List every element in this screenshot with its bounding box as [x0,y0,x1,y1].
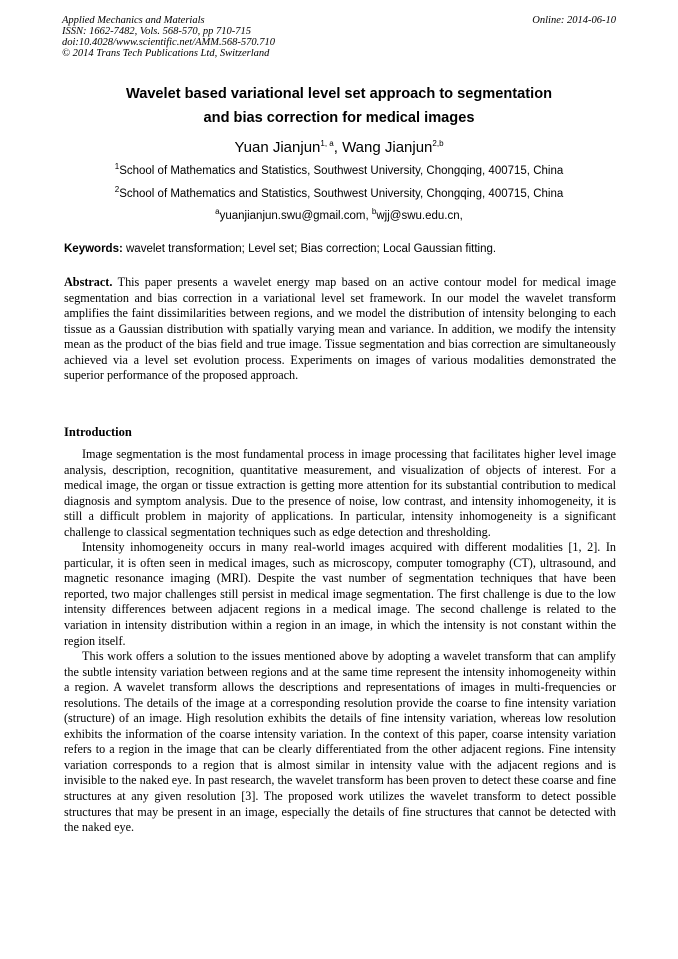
journal-name: Applied Mechanics and Materials [62,15,205,26]
author-list [62,138,616,158]
author-2-affiliation-mark: 2,b [432,139,444,148]
issn-line: ISSN: 1662-7482, Vols. 568-570, pp 710-715 [62,26,251,37]
affiliation-2-text: School of Mathematics and Statistics, Southwest University, Chongqing, 400715, China [119,188,564,200]
author-separator: , [333,139,343,156]
affiliation-2 [62,186,616,202]
online-date: Online: 2014-06-10 [532,15,616,26]
affiliation-1 [62,163,616,179]
abstract [64,275,616,384]
introduction-body [64,447,616,836]
title-line-2: and bias correction for medical images [203,110,475,126]
title-line-1: Wavelet based variational level set approach to segmentation [125,86,553,102]
email-line [62,208,616,224]
doi-line: doi:10.4028/www.scientific.net/AMM.568-570.710 [62,37,275,48]
introduction-paragraph-2: Intensity inhomogeneity occurs in many real-world images acquired with different modalities [1, 2]. In particular, it is often seen in medical images, such as microscopy, computer tomography (CT), ultrasound, and magnetic resonance imaging (MRI). Despite the vast number of segmentation techniques that have been reported, two major challenges still persist in medical image segmentation. The first challenge is due to the low intensity differences between adjacent regions in a medical image. The second challenge is related to the variation in intensity distribution within a region in an image, in which the intensity is not constant within the region itself. [64,540,616,648]
copyright-line: © 2014 Trans Tech Publications Ltd, Switzerland [62,48,270,59]
author-1-affiliation-mark: 1, a [320,139,334,148]
introduction-paragraph-1: Image segmentation is the most fundamental process in image processing that facilitates higher level image analysis, description, recognition, quantitative measurement, and visualization of objects of interest. For a medical image, the organ or tissue extraction is getting more attention for its substantial contribution to medical diagnosis and symptom analysis. Due to the presence of noise, low contrast, and intensity inhomogeneity, it is still a difficult problem in majority of applications. In particular, intensity inhomogeneity is a significant challenge to classical segmentation techniques such as edge detection and thresholding. [64,447,616,539]
email-2: wjj@swu.edu.cn, [376,210,463,222]
keywords-text: wavelet transformation; Level set; Bias correction; Local Gaussian fitting. [122,243,497,255]
email-1-mark: a [215,207,220,217]
author-2: Wang Jianjun [342,139,433,156]
affiliation-1-mark: 1 [114,162,120,172]
paper-title [62,82,616,130]
email-1: yuanjianjun.swu@gmail.com, [219,210,372,222]
affiliation-2-mark: 2 [114,185,120,195]
affiliation-1-text: School of Mathematics and Statistics, Southwest University, Chongqing, 400715, China [119,165,564,177]
section-heading-introduction: Introduction [64,425,132,439]
keywords [64,242,616,256]
author-1: Yuan Jianjun [234,139,321,156]
abstract-text: This paper presents a wavelet energy map based on an active contour model for medical image segmentation and bias correction in a variational level set framework. In our model the wavelet transform amplifies the faint dissimilarities between regions, and we model the distribution of intensity belonging to each tissue as a Gaussian distribution with spatially varying mean and variance. In addition, we modify the intensity mean as the product of the bias field and true image. Tissue segmentation and bias correction are simultaneously achieved via a level set evolution process. Experiments on images of various modalities demonstrated the superior performance of the proposed approach. [64,275,616,383]
introduction-paragraph-3: This work offers a solution to the issues mentioned above by adopting a wavelet transform that can amplify the subtle intensity variation between regions and at the same time represent the intensity inhomogeneity within a region. A wavelet transform allows the descriptions and representations of images in multi-frequencies or resolutions. The details of the image at a corresponding resolution provide the coarse to fine intensity variation (structure) of an image. High resolution exhibits the details of fine intensity variation, whereas low resolution exhibits the information of the coarse intensity variation. In the context of this paper, coarse intensity variation refers to a region in the image that can be clearly differentiated from the other adjacent regions. Fine intensity variation corresponds to a region that is almost similar in intensity value with the adjacent regions and is invisible to the naked eye. In past research, the wavelet transform has been proven to detect these coarse and fine structures at any given resolution [3]. The proposed work utilizes the wavelet transform to detect possible structures that may be present in an image, especially the details of fine structures that cannot be detected with the naked eye. [64,649,616,835]
email-2-mark: b [371,207,377,217]
abstract-label: Abstract. [64,275,113,289]
keywords-label: Keywords: [64,243,123,255]
journal-header [62,15,616,59]
